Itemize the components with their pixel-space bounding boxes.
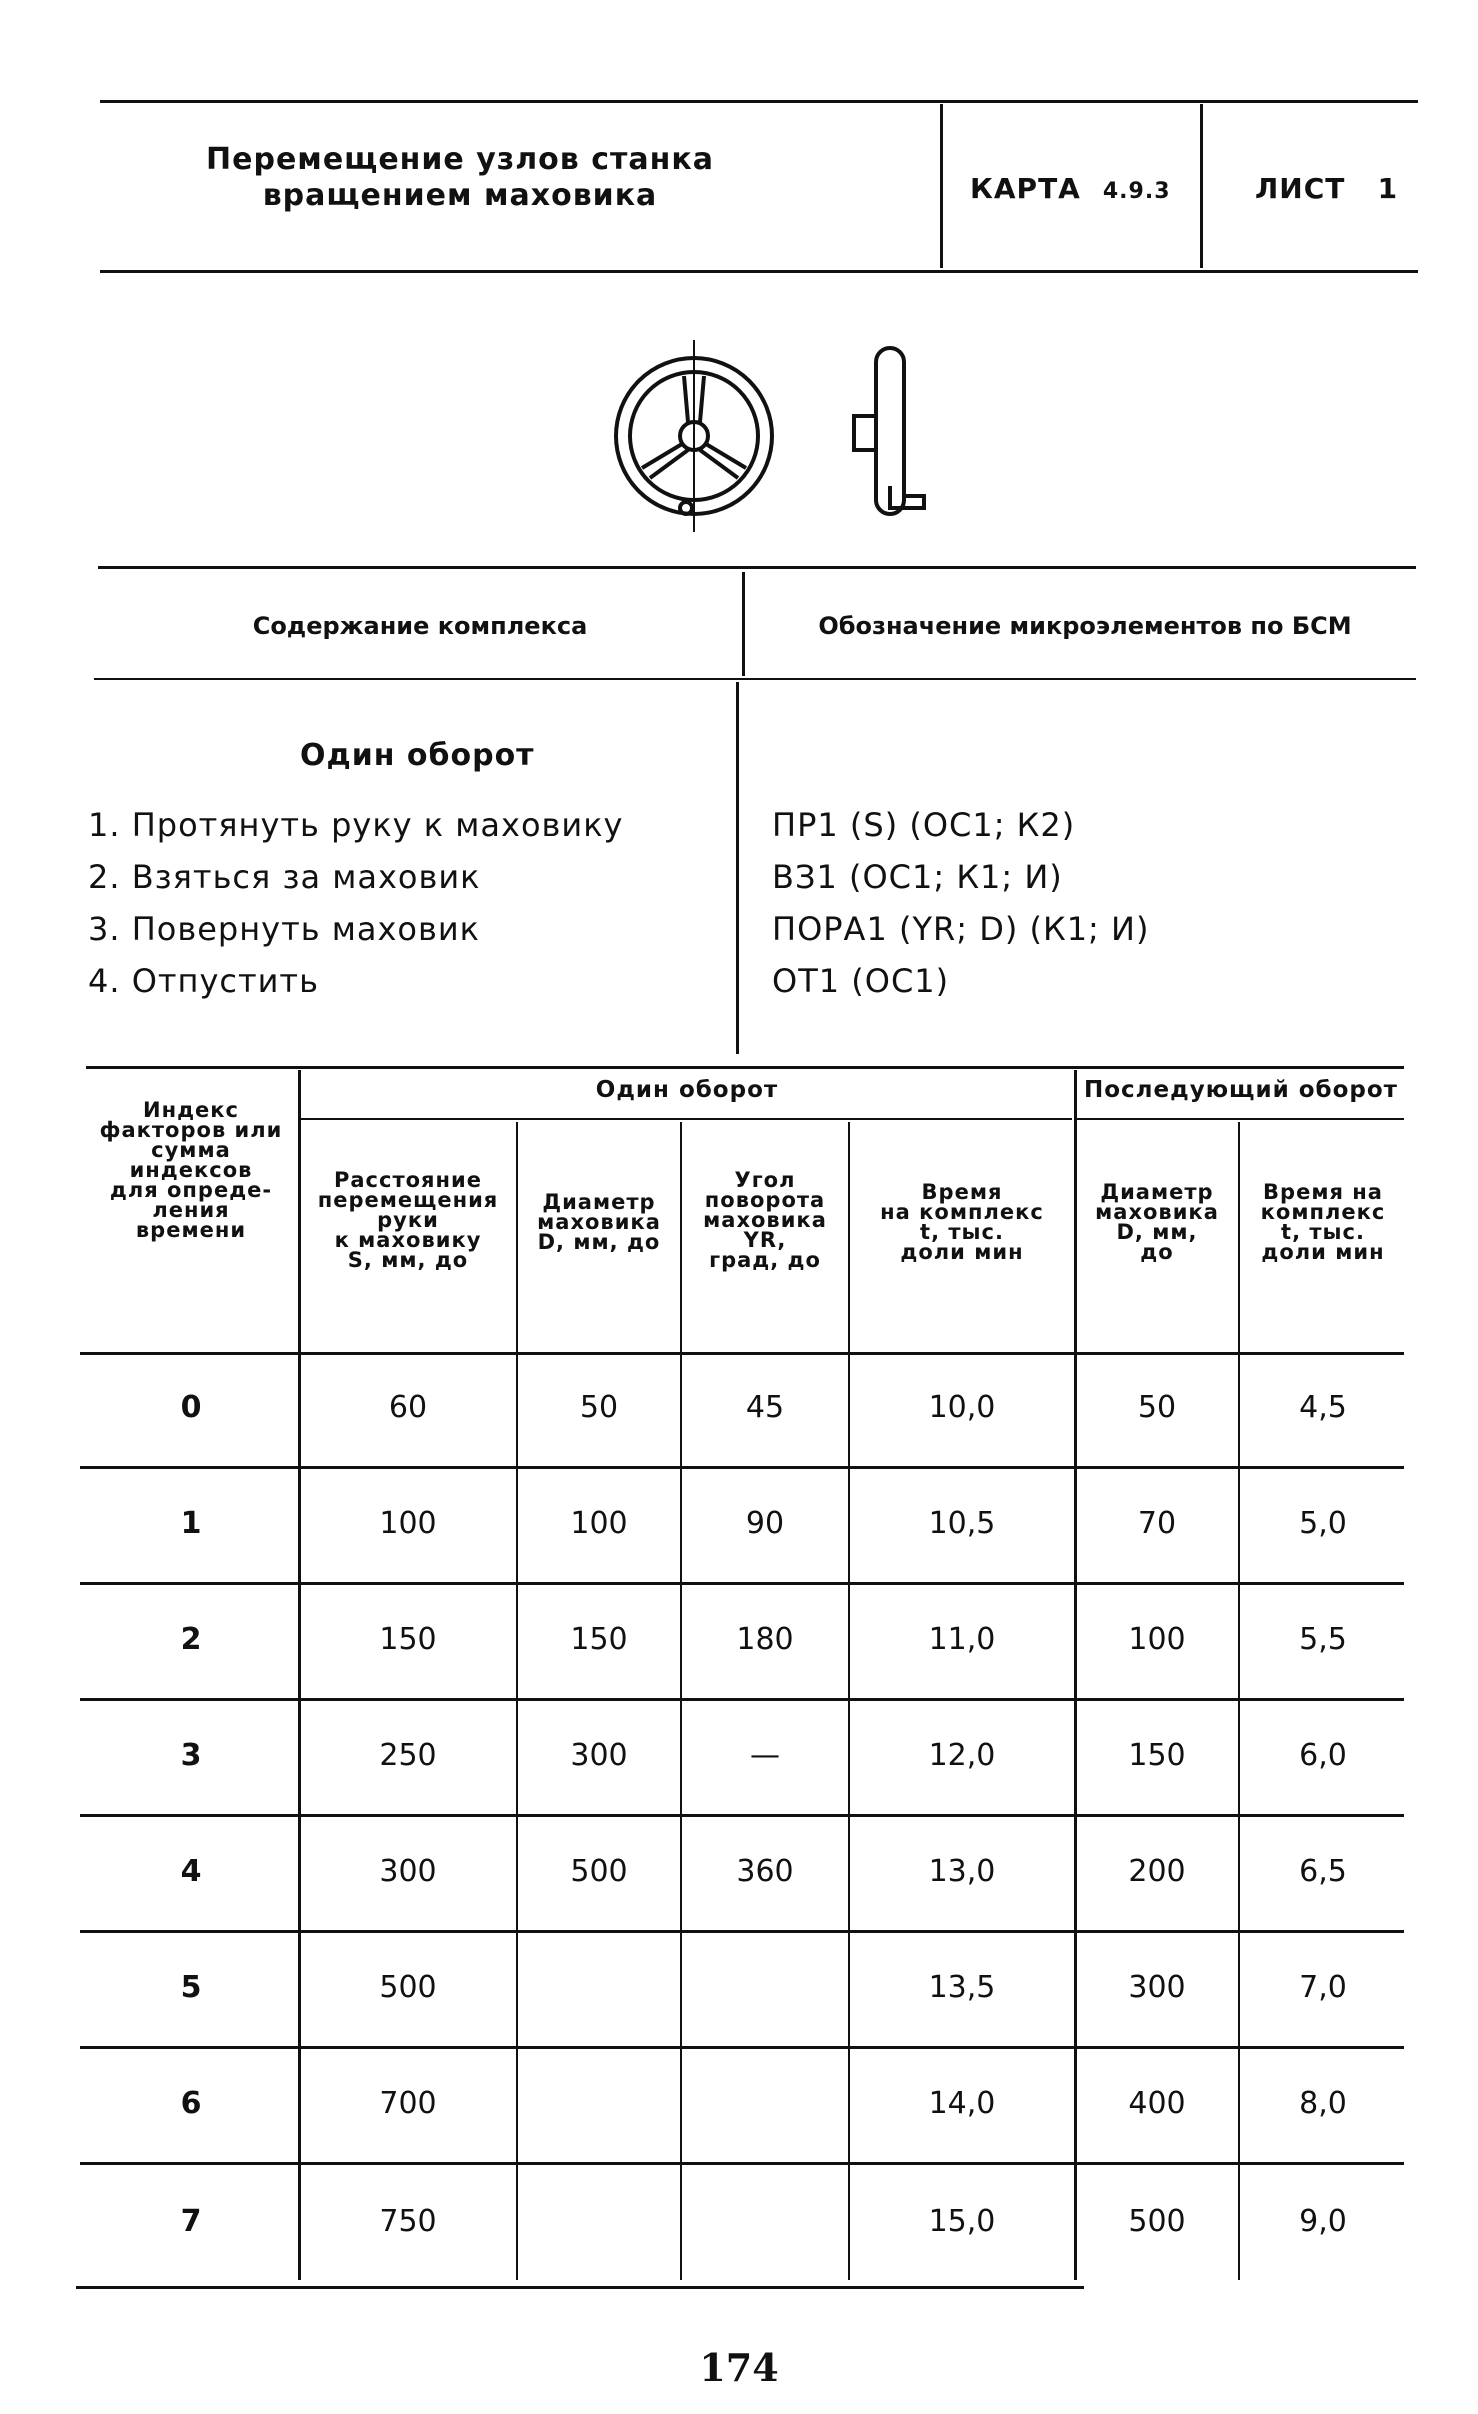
cell-distance: 100 (379, 1506, 437, 1541)
cell-time: 15,0 (928, 2204, 996, 2239)
handwheel-side-view (854, 348, 924, 514)
header-index (86, 1100, 296, 1240)
cell-angle: 45 (745, 1390, 785, 1425)
cell-distance: 150 (379, 1622, 437, 1657)
cell-next-diameter: 400 (1128, 2086, 1186, 2121)
header-angle-line: маховика (703, 1208, 827, 1232)
header-distance (302, 1170, 514, 1270)
group-next-rule (1076, 1118, 1404, 1120)
table-bottom-rule (76, 2286, 1084, 2289)
title-line-2: вращением маховика (262, 178, 658, 213)
header-index-line: времени (135, 1218, 247, 1242)
cell-time: 10,0 (928, 1390, 996, 1425)
group-one-label: Один оборот (595, 1077, 779, 1103)
microelement-code: ПР1 (S) (ОС1; К2) (772, 806, 1076, 844)
header-distance-line: Расстояние (333, 1168, 482, 1192)
header-time-line: на комплекс (880, 1200, 1044, 1224)
header-diameter-line: D, мм, до (537, 1230, 661, 1254)
header-distance-line: руки (377, 1208, 439, 1232)
row-rule (80, 2162, 1404, 2165)
header-next-time (1242, 1182, 1404, 1262)
page-number: 174 (699, 2345, 779, 2390)
step-item: 2. Взяться за маховик (88, 858, 481, 896)
header-next-time-line: доли мин (1261, 1240, 1385, 1264)
row-rule (80, 1814, 1404, 1817)
header-distance-line: перемещения (317, 1188, 499, 1212)
card-reference (970, 172, 1171, 205)
content-top-rule (98, 566, 1416, 569)
cell-index: 3 (180, 1738, 202, 1773)
cell-index: 1 (180, 1506, 202, 1541)
cell-index: 2 (180, 1622, 202, 1657)
cell-next-diameter: 500 (1128, 2204, 1186, 2239)
cell-next-time: 6,5 (1299, 1854, 1347, 1889)
step-item: 1. Протянуть руку к маховику (88, 806, 624, 844)
cell-time: 14,0 (928, 2086, 996, 2121)
group-next-label: Последующий оборот (1084, 1077, 1398, 1103)
header-next-time-line: комплекс (1260, 1200, 1386, 1224)
header-index-line: для опреде- (109, 1178, 273, 1202)
cell-next-time: 7,0 (1299, 1970, 1347, 2005)
cell-time: 10,5 (928, 1506, 996, 1541)
header-next-time-line: Время на (1263, 1180, 1383, 1204)
handwheel-illustration (590, 320, 970, 540)
microelement-code: ВЗ1 (ОС1; К1; И) (772, 858, 1063, 896)
cell-distance: 700 (379, 2086, 437, 2121)
cell-next-diameter: 100 (1128, 1622, 1186, 1657)
header-index-line: факторов или (99, 1118, 283, 1142)
cell-distance: 250 (379, 1738, 437, 1773)
step-item: 3. Повернуть маховик (88, 910, 480, 948)
cell-index: 5 (180, 1970, 202, 2005)
cell-time: 12,0 (928, 1738, 996, 1773)
header-time-line: Время (921, 1180, 1003, 1204)
col-divider (516, 1122, 518, 2280)
cell-next-time: 5,5 (1299, 1622, 1347, 1657)
sheet-reference (1255, 172, 1398, 205)
header-bottom-rule-table (80, 1352, 1404, 1355)
header-divider-2 (1200, 104, 1203, 268)
content-head-rule (94, 678, 1416, 680)
microelement-code: ОТ1 (ОС1) (772, 962, 950, 1000)
header-angle-line: Угол (734, 1168, 796, 1192)
col-divider (1074, 1070, 1077, 2280)
col-divider (848, 1122, 850, 2280)
header-divider-1 (940, 104, 943, 268)
header-time-line: доли мин (900, 1240, 1024, 1264)
header-next-diameter-line: D, мм, (1116, 1220, 1198, 1244)
row-rule (80, 2046, 1404, 2049)
header-angle-line: град, до (709, 1248, 821, 1272)
group-one-rule (300, 1118, 1072, 1120)
header-top-rule (100, 100, 1418, 103)
cell-next-diameter: 150 (1128, 1738, 1186, 1773)
cell-next-diameter: 70 (1137, 1506, 1177, 1541)
cell-diameter: 150 (570, 1622, 628, 1657)
header-distance-line: S, мм, до (347, 1248, 469, 1272)
handwheel-front-view (616, 340, 772, 532)
cell-next-time: 8,0 (1299, 2086, 1347, 2121)
content-head-divider (742, 572, 745, 676)
cell-next-time: 4,5 (1299, 1390, 1347, 1425)
cell-next-time: 5,0 (1299, 1506, 1347, 1541)
page-title (140, 142, 780, 214)
header-time (852, 1182, 1072, 1262)
cell-time: 13,5 (928, 1970, 996, 2005)
header-index-line: Индекс (143, 1098, 239, 1122)
header-index-line: сумма (151, 1138, 231, 1162)
cell-next-diameter: 50 (1137, 1390, 1177, 1425)
cell-time: 13,0 (928, 1854, 996, 1889)
cell-diameter: 50 (579, 1390, 619, 1425)
sheet-number: 1 (1377, 172, 1399, 205)
row-rule (80, 1582, 1404, 1585)
header-next-diameter-line: до (1140, 1240, 1174, 1264)
cell-next-time: 6,0 (1299, 1738, 1347, 1773)
cell-index: 6 (180, 2086, 202, 2121)
cell-distance: 300 (379, 1854, 437, 1889)
cell-time: 11,0 (928, 1622, 996, 1657)
cell-angle: 180 (736, 1622, 794, 1657)
content-body-divider (736, 682, 739, 1054)
cell-angle: — (750, 1738, 780, 1773)
cell-next-diameter: 200 (1128, 1854, 1186, 1889)
col-divider (1238, 1122, 1240, 2280)
table-top-rule (86, 1066, 1404, 1069)
header-time-line: t, тыс. (920, 1220, 1004, 1244)
card-label: КАРТА (970, 172, 1081, 205)
cell-index: 4 (180, 1854, 202, 1889)
cell-index: 0 (180, 1390, 202, 1425)
sheet-label: ЛИСТ (1255, 172, 1346, 205)
header-next-diameter-line: маховика (1095, 1200, 1219, 1224)
cell-diameter: 300 (570, 1738, 628, 1773)
cell-angle: 360 (736, 1854, 794, 1889)
row-rule (80, 1698, 1404, 1701)
codes-col-heading: Обозначение микроэлементов по БСМ (818, 612, 1352, 640)
cell-distance: 750 (379, 2204, 437, 2239)
header-index-line: ления (152, 1198, 230, 1222)
cell-angle: 90 (745, 1506, 785, 1541)
header-next-diameter-line: Диаметр (1100, 1180, 1214, 1204)
header-diameter-line: маховика (537, 1210, 661, 1234)
title-line-1: Перемещение узлов станка (206, 142, 714, 177)
header-angle-line: YR, (743, 1228, 787, 1252)
microelement-code: ПОРА1 (YR; D) (К1; И) (772, 910, 1150, 948)
cell-distance: 60 (388, 1390, 428, 1425)
cell-diameter: 100 (570, 1506, 628, 1541)
content-col-heading: Содержание комплекса (252, 612, 588, 640)
header-angle (684, 1170, 846, 1270)
row-rule (80, 1466, 1404, 1469)
header-index-line: индексов (129, 1158, 253, 1182)
col-divider (298, 1070, 301, 2280)
header-diameter (520, 1192, 678, 1252)
col-divider (680, 1122, 682, 2280)
header-next-diameter (1078, 1182, 1236, 1262)
row-rule (80, 1930, 1404, 1933)
cell-next-time: 9,0 (1299, 2204, 1347, 2239)
header-next-time-line: t, тыс. (1281, 1220, 1365, 1244)
header-bottom-rule (100, 270, 1418, 273)
step-item: 4. Отпустить (88, 962, 319, 1000)
cell-distance: 500 (379, 1970, 437, 2005)
header-diameter-line: Диаметр (542, 1190, 656, 1214)
card-number: 4.9.3 (1102, 179, 1171, 204)
header-angle-line: поворота (704, 1188, 826, 1212)
cell-index: 7 (180, 2204, 202, 2239)
header-distance-line: к маховику (334, 1228, 482, 1252)
content-subtitle: Один оборот (300, 738, 535, 773)
cell-next-diameter: 300 (1128, 1970, 1186, 2005)
cell-diameter: 500 (570, 1854, 628, 1889)
